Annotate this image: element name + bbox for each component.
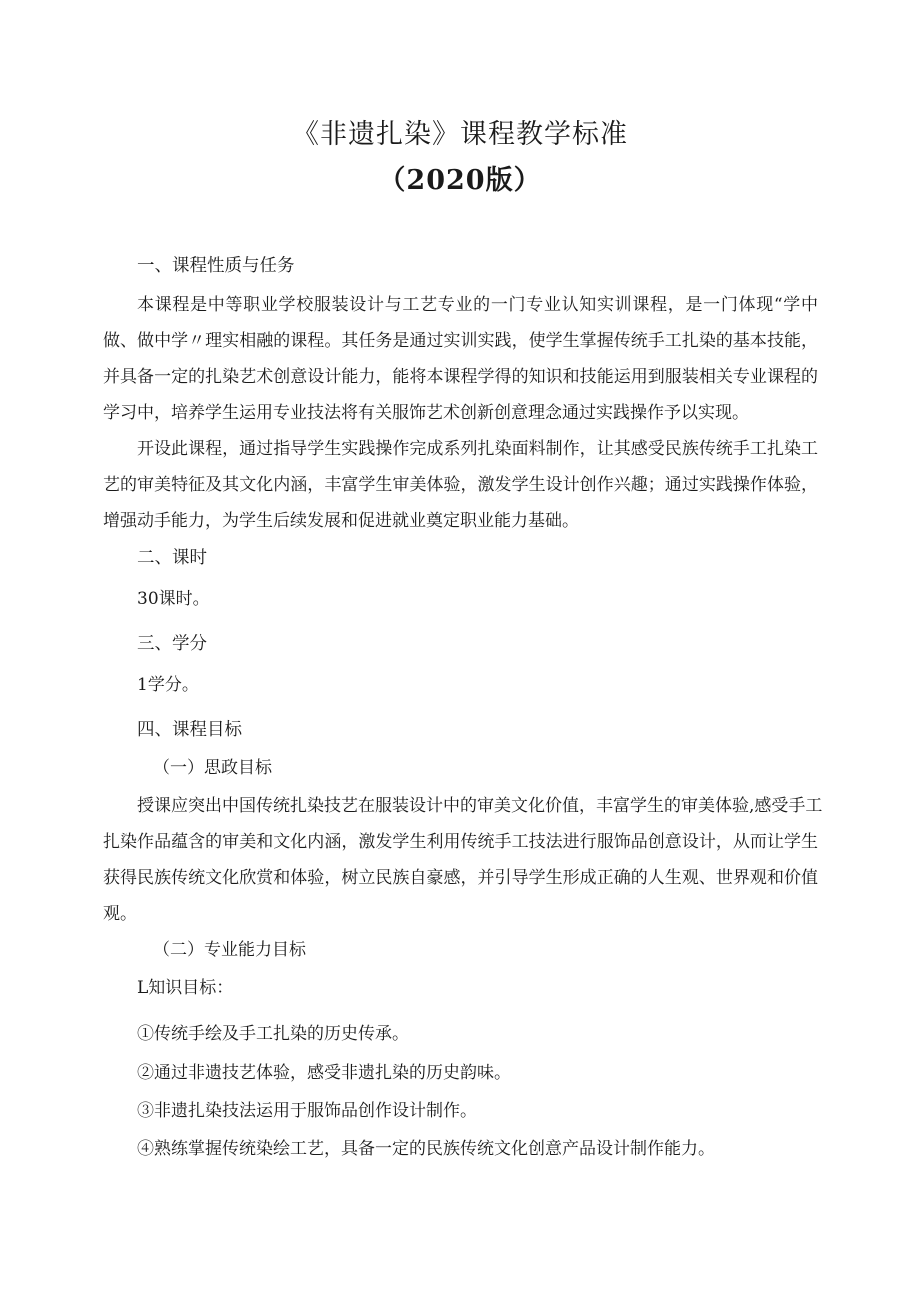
paragraph-line: 获得民族传统文化欣赏和体验，树立民族自豪感，并引导学生形成正确的人生观、世界观和价值 bbox=[103, 868, 818, 888]
paragraph-line: 学习中，培养学生运用专业技法将有关服饰艺术创新创意理念通过实践操作予以实现。 bbox=[103, 403, 749, 423]
class-hours-value: 30课时。 bbox=[137, 589, 210, 609]
paragraph-line: 授课应突出中国传统扎染技艺在服装设计中的审美文化价值，丰富学生的审美体验,感受手工 bbox=[137, 796, 823, 816]
paragraph-line: 艺的审美特征及其文化内涵，丰富学生审美体验，激发学生设计创作兴趣；通过实践操作体验， bbox=[103, 475, 818, 495]
knowledge-item: ②通过非遗技艺体验，感受非遗扎染的历史韵味。 bbox=[137, 1063, 511, 1083]
knowledge-item: ①传统手绘及手工扎染的历史传承。 bbox=[137, 1024, 409, 1044]
paragraph-line: 增强动手能力，为学生后续发展和促进就业奠定职业能力基础。 bbox=[103, 511, 579, 531]
knowledge-item: ③非遗扎染技法运用于服饰品创作设计制作。 bbox=[137, 1101, 477, 1121]
paragraph-line: 本课程是中等职业学校服装设计与工艺专业的一门专业认知实训课程，是一门体现“学中 bbox=[137, 295, 818, 315]
knowledge-goals-label: L知识目标： bbox=[137, 978, 234, 998]
paragraph-line: 开设此课程，通过指导学生实践操作完成系列扎染面料制作，让其感受民族传统手工扎染工 bbox=[137, 439, 818, 459]
credits-value: 1学分。 bbox=[137, 675, 199, 695]
paragraph-line: 做、做中学〃理实相融的课程。其任务是通过实训实践，使学生掌握传统手工扎染的基本技能， bbox=[103, 331, 818, 351]
document-edition: （2020版） bbox=[378, 165, 542, 196]
section-heading-3: 三、学分 bbox=[137, 634, 207, 654]
knowledge-item: ④熟练掌握传统染绘工艺，具备一定的民族传统文化创意产品设计制作能力。 bbox=[137, 1139, 715, 1159]
subsection-heading-ideology: （一）思政目标 bbox=[153, 758, 272, 778]
section-heading-1: 一、课程性质与任务 bbox=[137, 256, 295, 276]
section-heading-4: 四、课程目标 bbox=[137, 720, 242, 740]
paragraph-line: 扎染作品蕴含的审美和文化内涵，激发学生利用传统手工技法进行服饰品创意设计，从而让学生 bbox=[103, 832, 818, 852]
paragraph-line: 并具备一定的扎染艺术创意设计能力，能将本课程学得的知识和技能运用到服装相关专业课程的 bbox=[103, 367, 818, 387]
section-heading-2: 二、课时 bbox=[137, 548, 207, 568]
paragraph-line: 观。 bbox=[103, 904, 137, 924]
subsection-heading-professional: （二）专业能力目标 bbox=[153, 940, 306, 960]
document-title: 《非遗扎染》课程教学标准 bbox=[292, 119, 628, 150]
